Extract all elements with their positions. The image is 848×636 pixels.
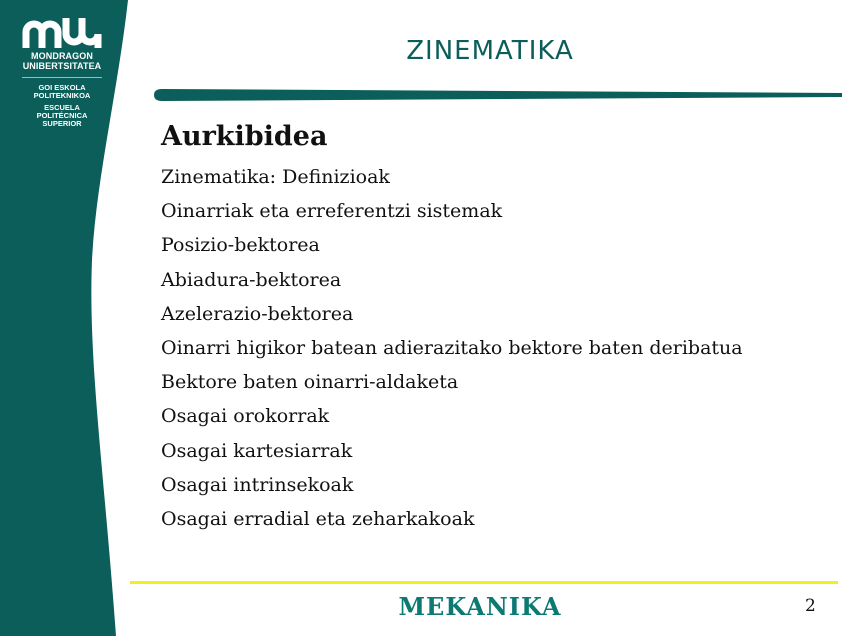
toc-item: Osagai kartesiarrak <box>161 439 353 462</box>
title-underline-bar <box>152 88 842 102</box>
school-line: POLITEKNIKOA <box>33 91 91 100</box>
toc-item: Osagai intrinsekoak <box>161 473 354 496</box>
page-number: 2 <box>805 596 816 616</box>
toc-item: Bektore baten oinarri-aldaketa <box>161 371 459 394</box>
logo-divider <box>22 77 102 78</box>
toc-item: Posizio-bektorea <box>161 234 320 257</box>
toc-item: Osagai erradial eta zeharkakoak <box>161 507 475 530</box>
footer-title: MEKANIKA <box>398 592 562 621</box>
toc-item: Abiadura-bektorea <box>161 268 342 291</box>
school-line: POLITÉCNICA <box>36 111 88 120</box>
school-line: SUPERIOR <box>42 119 82 128</box>
university-logo <box>14 18 110 128</box>
school-line: ESCUELA <box>44 103 80 112</box>
mu-logo-icon <box>22 18 102 48</box>
toc-item: Azelerazio-bektorea <box>161 302 354 325</box>
table-of-contents <box>161 162 743 538</box>
footer-divider <box>130 581 838 584</box>
toc-item: Osagai orokorrak <box>161 405 330 428</box>
main-content <box>161 119 743 538</box>
toc-item: Oinarri higikor batean adierazitako bektore baten deribatua <box>161 336 743 359</box>
toc-item: Zinematika: Definizioak <box>161 166 390 188</box>
toc-item: Oinarriak eta erreferentzi sistemak <box>161 200 503 223</box>
page-title: ZINEMATIKA <box>406 36 574 66</box>
section-heading: Aurkibidea <box>161 121 328 152</box>
logo-line-1: MONDRAGON <box>31 51 93 61</box>
school-line: GOI ESKOLA <box>38 83 86 92</box>
logo-line-2: UNIBERTSITATEA <box>22 61 102 71</box>
